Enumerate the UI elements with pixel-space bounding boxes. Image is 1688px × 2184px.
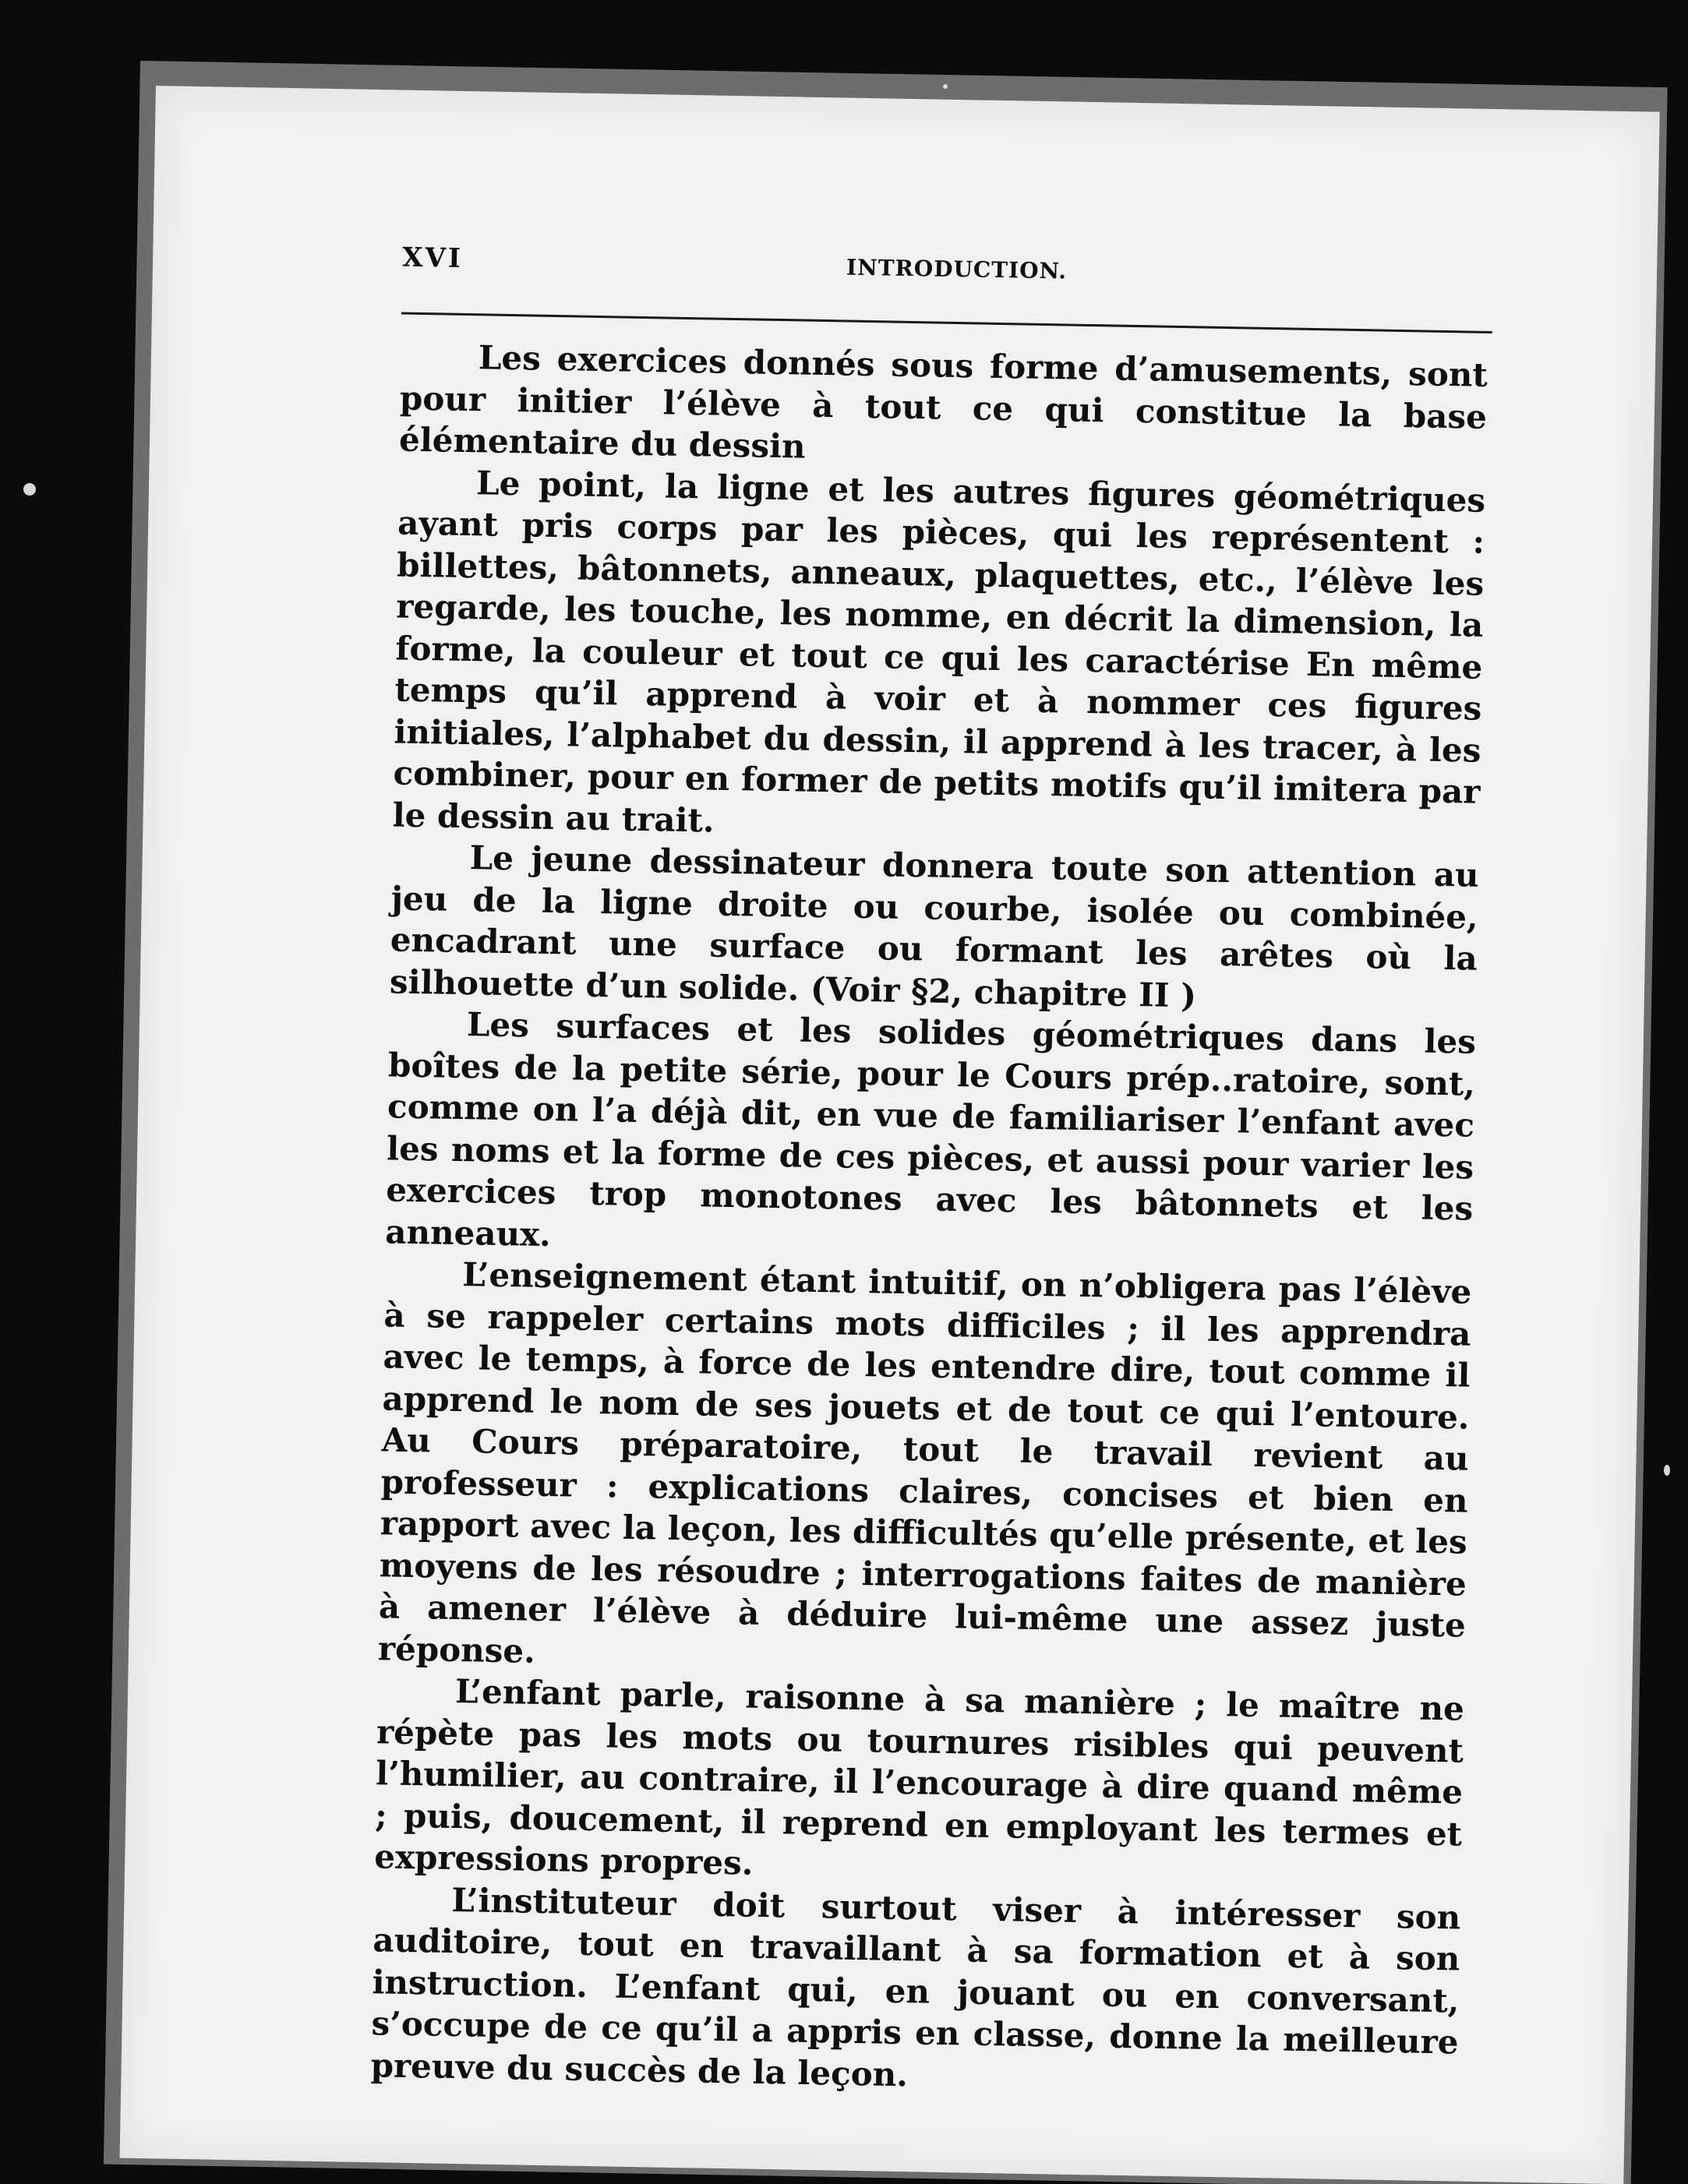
page-content: [370, 242, 1525, 2094]
scan-speck: [943, 84, 948, 89]
header-rule: [401, 312, 1492, 333]
paragraph: L’instituteur doit surtout viser à intéresser son auditoire, tout en travaillant à sa formation et à son instruction. L’enfant qui, en jouant ou en conversant, s’occupe de ce qu’il a appris en classe, donne la meilleure preuve du succès de la leçon.: [370, 1880, 1461, 2094]
running-head: [402, 242, 1525, 309]
paragraph: Le jeune dessinateur donnera toute son attention au jeu de la ligne droite ou courbe, isolée ou combinée, encadrant une surface ou formant les arêtes où la silhouette d’un solide. (Voir §2, chapitre II ): [389, 838, 1480, 1014]
paragraph: Les surfaces et les solides géométriques dans les boîtes de la petite série, pour le Cours prép..ratoire, sont, comme on l’a déjà dit, en vue de familiariser l’enfant avec les noms et la forme de ces pièces, et aussi pour varier les exercices trop monotones avec les bâtonnets et les anneaux.: [384, 1005, 1477, 1254]
paragraph: L’enfant parle, raisonne à sa manière ; le maître ne répète pas les mots ou tournures risibles qui peuvent l’humilier, au contraire, il l’encourage à dire quand même ; puis, doucement, il reprend en employant les termes et expressions propres.: [373, 1672, 1465, 1882]
body-text: [370, 336, 1488, 2105]
book-page: [120, 86, 1660, 2184]
page-number: XVI: [401, 242, 464, 274]
paragraph: L’enseignement étant intuitif, on n’obligera pas l’élève à se rappeler certains mots difficiles ; il les apprendra avec le temps, à force de les entendre dire, tout comme il apprend le nom de ses jouets et de tout ce qui l’entoure. Au Cours préparatoire, tout le travail revient au professeur : explications claires, concises et bien en rapport avec la leçon, les difficultés qu’elle présente, et les moyens de les résoudre ; interrogations faites de manière à amener l’élève à déduire lui-même une assez juste réponse.: [377, 1255, 1472, 1671]
paragraph: Le point, la ligne et les autres figures géométriques ayant pris corps par les pièces, qui les représentent : billettes, bâtonnets, anneaux, plaquettes, etc., l’élève les regarde, les touche, les nomme, en décrit la dimension, la forme, la couleur et tout ce qui les caractérise En même temps qu’il apprend à voir et à nommer ces figures initiales, l’alphabet du dessin, il apprend à les tracer, à les combiner, pour en former de petits motifs qu’il imitera par le dessin au trait.: [392, 463, 1486, 840]
scan-speck: [23, 483, 36, 496]
scan-speck: [1664, 1465, 1670, 1476]
running-head-title: INTRODUCTION.: [846, 254, 1068, 284]
paragraph: Les exercices donnés sous forme d’amusements, sont pour initier l’élève à tout ce qui constitue la base élémentaire du dessin: [398, 338, 1488, 466]
